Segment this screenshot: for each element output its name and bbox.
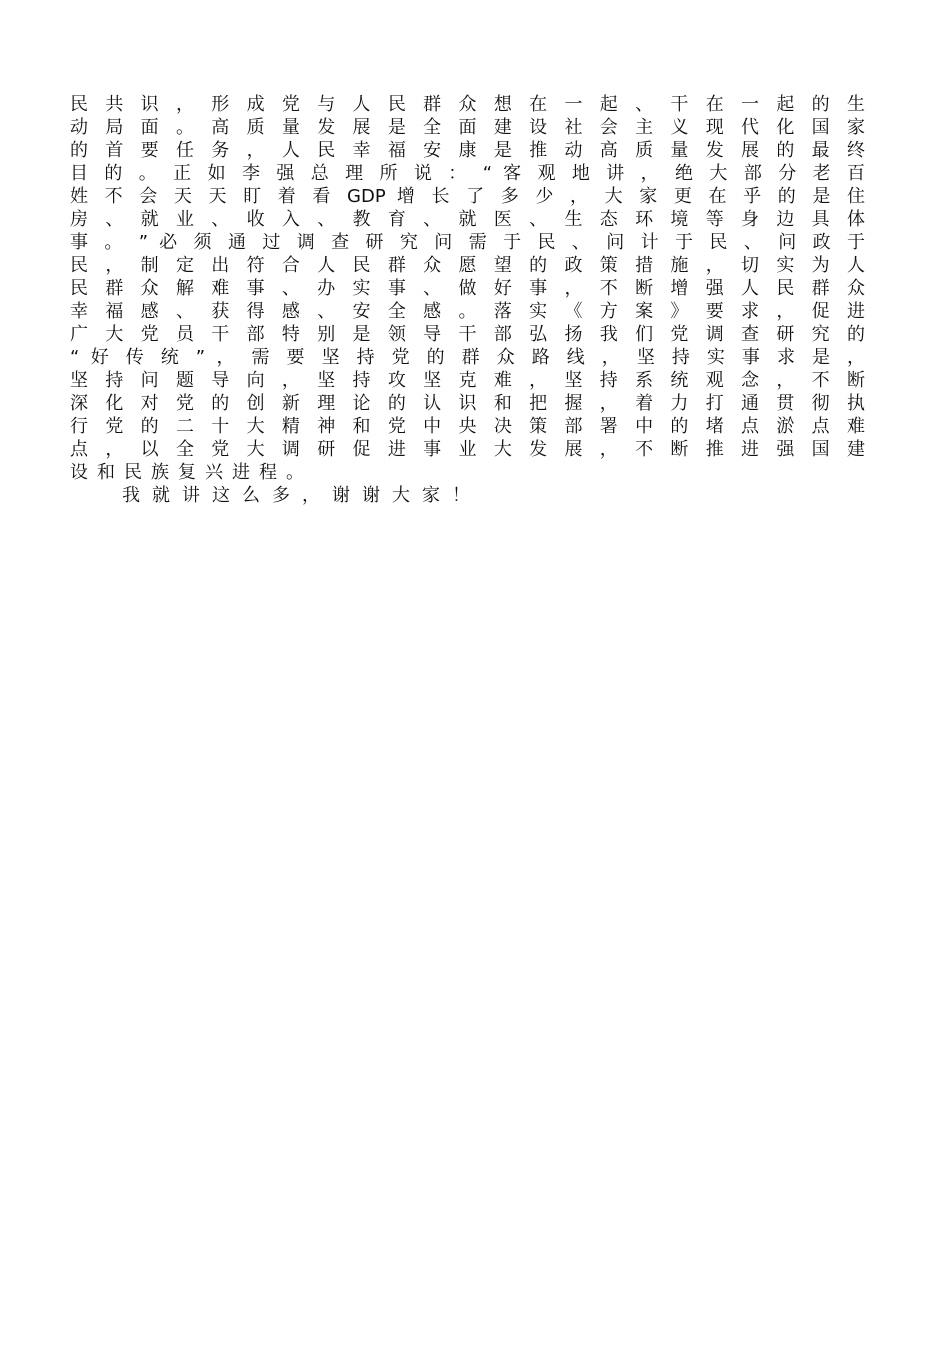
text-line: 行 党 的 二 十 大 精 神 和 党 中 央 决 策 部 署 中 的 堵 点 淤 点 难 [70, 416, 865, 437]
text-line: 民 群 众 解 难 事 、 办 实 事 、 做 好 事 ， 不 断 增 强 人 民 群 众 [70, 278, 865, 299]
text-line: 广 大 党 员 干 部 特 别 是 领 导 干 部 弘 扬 我 们 党 调 查 研 究 的 [70, 324, 865, 345]
paragraph-last-line: 设和民族复兴进程。 [70, 462, 313, 483]
text-line: 目 的 。 正 如 李 强 总 理 所 说 ： “ 客 观 地 讲 ， 绝 大 部 分 老 百 [70, 163, 865, 184]
text-line: 房 、 就 业 、 收 入 、 教 育 、 就 医 、 生 态 环 境 等 身 边 具 体 [70, 209, 865, 230]
text-line: 动 局 面 。 高 质 量 发 展 是 全 面 建 设 社 会 主 义 现 代 化 国 家 [70, 117, 865, 138]
text-line: “ 好 传 统 ” ， 需 要 坚 持 党 的 群 众 路 线 ， 坚 持 实 事 求 是 ， [70, 347, 865, 368]
text-line: 姓 不 会 天 天 盯 着 看 GDP 增 长 了 多 少 ， 大 家 更 在 乎 的 是 住 [70, 186, 865, 207]
text-line: 民 ， 制 定 出 符 合 人 民 群 众 愿 望 的 政 策 措 施 ， 切 实 为 人 [70, 255, 865, 276]
body-text [70, 93, 865, 507]
text-line: 的 首 要 任 务 ， 人 民 幸 福 安 康 是 推 动 高 质 量 发 展 的 最 终 [70, 140, 865, 161]
text-line: 民 共 识 ， 形 成 党 与 人 民 群 众 想 在 一 起 、 干 在 一 起 的 生 [70, 94, 865, 115]
text-line: 点 ， 以 全 党 大 调 研 促 进 事 业 大 发 展 ， 不 断 推 进 强 国 建 [70, 439, 865, 460]
text-line: 事 。 ” 必 须 通 过 调 查 研 究 问 需 于 民 、 问 计 于 民 、 问 政 于 [70, 232, 865, 253]
text-line: 坚 持 问 题 导 向 ， 坚 持 攻 坚 克 难 ， 坚 持 系 统 观 念 ， 不 断 [70, 370, 865, 391]
closing-remark: 我就讲这么多，谢谢大家！ [122, 485, 482, 506]
text-line: 幸 福 感 、 获 得 感 、 安 全 感 。 落 实 《 方 案 》 要 求 ， 促 进 [70, 301, 865, 322]
text-line: 深 化 对 党 的 创 新 理 论 的 认 识 和 把 握 ， 着 力 打 通 贯 彻 执 [70, 393, 865, 414]
